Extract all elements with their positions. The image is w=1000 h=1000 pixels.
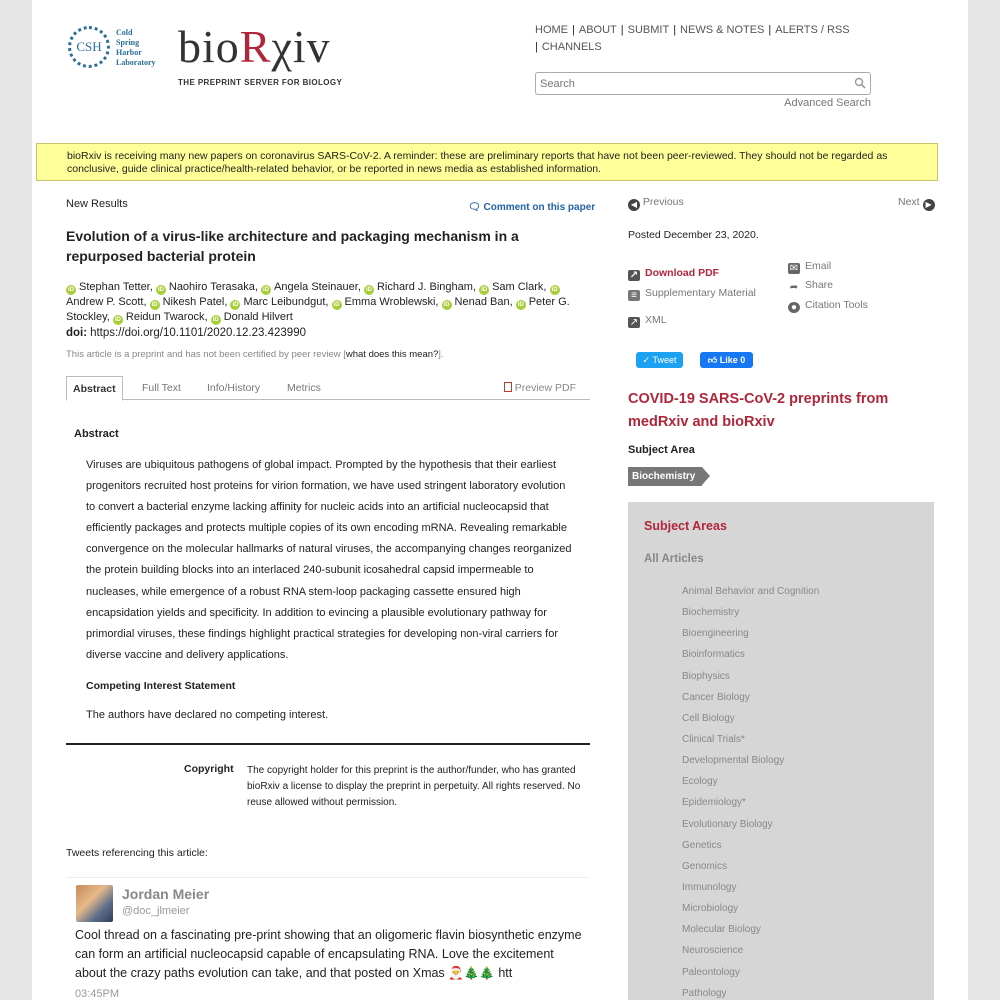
divider [66, 743, 590, 745]
subject-area-item[interactable]: Bioinformatics [682, 649, 745, 661]
orcid-icon[interactable]: iD [365, 287, 372, 293]
author[interactable] [211, 311, 293, 323]
author[interactable] [156, 281, 255, 293]
author-name: Sam Clark [492, 281, 544, 293]
orcid-icon[interactable]: iD [232, 302, 239, 308]
tweet-time[interactable]: 03:45PM [75, 988, 120, 1000]
external-link-icon: ↗ [629, 270, 639, 281]
subject-area-item[interactable]: Cancer Biology [682, 691, 750, 703]
subject-areas-title: Subject Areas [644, 519, 727, 533]
author-list: iD Stephan Tetter, iD Naohiro Terasaka, iD Angela Steinauer, iD Richard J. Bingham, iD Sam Clark, iDAndrew P. Scott, iD Nikesh Patel, iD Marc Leibundgut, iD Emma Wroblewski, iD Nenad Ban, iD Peter G. Stockley, iD Reidun Twarock, iD Donald Hilvert [66, 281, 570, 323]
search-box [535, 72, 871, 95]
subject-area-item[interactable]: Immunology [682, 881, 737, 893]
xml-link[interactable]: ↗ XML [629, 314, 667, 328]
nav-alerts[interactable]: ALERTS / RSS [775, 24, 850, 36]
subject-area-item[interactable]: Neuroscience [682, 945, 744, 957]
author-name: Richard J. Bingham [376, 281, 473, 293]
nav-submit[interactable]: SUBMIT [627, 24, 670, 36]
arrow-right-icon: ▶ [923, 199, 935, 211]
subject-area-item[interactable]: Clinical Trials* [682, 733, 745, 745]
subject-area-item[interactable]: Animal Behavior and Cognition [682, 586, 820, 597]
subject-tag[interactable]: Biochemistry [628, 467, 702, 486]
tab-info-history[interactable]: Info/History [207, 382, 261, 394]
comment-link[interactable]: 🗨︎ Comment on this paper [468, 202, 596, 213]
document-icon: ≡ [628, 290, 640, 301]
nav-news[interactable]: NEWS & NOTES [680, 24, 765, 36]
copyright-label: Copyright [184, 763, 234, 775]
biorxiv-logo[interactable] [178, 22, 358, 92]
tweet-button[interactable]: ✓ Tweet [636, 352, 683, 368]
citation-tools-link[interactable]: ● Citation Tools [788, 299, 868, 313]
subject-area-item[interactable]: Molecular Biology [682, 924, 761, 936]
subject-area-item[interactable]: Evolutionary Biology [682, 818, 773, 830]
share-link[interactable]: ➦ Share [789, 279, 834, 293]
orcid-icon[interactable]: iD [443, 302, 450, 308]
author[interactable] [479, 281, 543, 293]
subject-areas-panel [628, 502, 934, 1000]
all-articles-link[interactable]: All Articles [644, 553, 704, 565]
subject-area-list [682, 585, 819, 1000]
preview-pdf-link[interactable]: Preview PDF [504, 376, 576, 400]
search-icon[interactable] [854, 77, 866, 89]
tweet-text: Cool thread on a fascinating pre-print showing that an oligomeric flavin biosynthetic enzyme can form an artificial nucleocapsid capable of encapsulating RNA. Love the excitement about the crazy paths evolution can take, and that posted on Xmas 🎅🎄🎄 htt [75, 928, 582, 980]
copyright-text: The copyright holder for this preprint is the author/funder, who has granted bioRxiv a license to display the preprint in perpetuity. All rights reserved. No reuse allowed without permission. [247, 765, 581, 808]
tab-metrics[interactable]: Metrics [287, 382, 321, 394]
author[interactable] [66, 281, 150, 293]
orcid-icon[interactable]: iD [263, 287, 270, 293]
globe-icon: ● [788, 302, 800, 313]
email-link[interactable]: ✉ Email [789, 260, 832, 274]
subject-area-item[interactable]: Cell Biology [682, 712, 735, 724]
posted-date: Posted December 23, 2020. [628, 229, 759, 241]
author-name: Donald Hilvert [223, 311, 293, 323]
orcid-icon[interactable]: iD [151, 302, 158, 308]
author[interactable] [150, 296, 225, 308]
subject-area-item[interactable]: Paleontology [682, 966, 740, 978]
next-link[interactable]: Next ▶ [898, 196, 935, 211]
subject-area-item[interactable]: Biophysics [682, 670, 730, 682]
tweet-author-name[interactable]: Jordan Meier [122, 886, 210, 902]
thumbs-up-icon: 👍︎ [707, 355, 718, 365]
csh-seal-icon: CSH [68, 26, 110, 68]
tab-full-text[interactable]: Full Text [142, 382, 181, 394]
external-link-icon: ↗ [629, 317, 639, 328]
top-navigation: HOME | ABOUT | SUBMIT | NEWS & NOTES | ALERTS / RSS | CHANNELS [535, 24, 850, 53]
author[interactable] [230, 296, 325, 308]
abstract-text: Viruses are ubiquitous pathogens of global impact. Prompted by the hypothesis that their earliest progenitors recruited host proteins for virion formation, we have used stringent laboratory evolution to convert a bacterial enzyme lacking affinity for nucleic acids into an artificial nucleocapsid that efficiently packages and protects multiple copies of its own encoding mRNA. Revealing remarkable convergence on the molecular hallmarks of natural viruses, the accompanying changes reorganized the protein building blocks into an interlaced 240-subunit icosahedral capsid impermeable to nucleases, while emergence of a robust RNA stem-loop packaging cassette ensured high encapsidation yields and specificity. In addition to evincing a plausible evolutionary pathway for primordial viruses, these findings highlight practical strategies for developing non-viral carriers for diverse vaccine and delivery applications. [86, 459, 572, 661]
arrow-left-icon: ◀ [628, 199, 640, 211]
article-category: New Results [66, 198, 128, 210]
author[interactable] [113, 311, 205, 323]
avatar[interactable] [76, 885, 113, 922]
download-pdf-link[interactable]: ↗ Download PDF [629, 267, 720, 281]
twitter-bird-icon: ✓ [642, 355, 651, 365]
orcid-icon[interactable]: iD [157, 287, 164, 293]
advanced-search-link[interactable]: Advanced Search [784, 97, 871, 109]
nav-about[interactable]: ABOUT [578, 24, 617, 36]
author-name: Naohiro Terasaka [168, 281, 255, 293]
subject-area-item[interactable]: Biochemistry [682, 607, 740, 619]
logo-tagline: THE PREPRINT SERVER FOR BIOLOGY [178, 78, 343, 87]
author-name: Reidun Twarock [125, 311, 205, 323]
author[interactable] [442, 296, 510, 308]
orcid-icon[interactable]: iD [481, 287, 488, 293]
pdf-icon [504, 382, 512, 392]
subject-area-label: Subject Area [628, 444, 695, 456]
subject-area-item[interactable]: Pathology [682, 987, 727, 999]
author-name: Emma Wroblewski [344, 296, 436, 308]
author-name: Peter G. Stockley [66, 296, 570, 323]
abstract-heading: Abstract [74, 428, 119, 440]
csh-logo[interactable] [68, 24, 160, 70]
comment-icon: 🗨︎ [468, 202, 484, 213]
author[interactable] [364, 281, 473, 293]
article-tabs [66, 376, 590, 400]
preprint-note: This article is a preprint and has not been certified by peer review [what does this mean?]. [66, 349, 444, 360]
tweet-author-handle[interactable]: @doc_jlmeier [122, 905, 190, 917]
subject-area-item[interactable]: Bioengineering [682, 628, 749, 640]
orcid-icon[interactable]: iD [68, 287, 74, 293]
orcid-icon[interactable]: iD [551, 287, 558, 293]
author[interactable] [261, 281, 358, 293]
nav-home[interactable]: HOME [535, 24, 568, 36]
author-name: Nenad Ban [454, 296, 510, 308]
subject-area-item[interactable]: Ecology [682, 776, 718, 788]
competing-interest-heading: Competing Interest Statement [86, 680, 236, 692]
author-name: Andrew P. Scott [66, 296, 144, 308]
orcid-icon[interactable]: iD [517, 302, 524, 308]
what-does-this-mean-link[interactable]: what does this mean? [345, 349, 439, 360]
covid-preprints-link[interactable]: COVID-19 SARS-CoV-2 preprints from medRxiv and bioRxiv [628, 391, 889, 430]
covid-notice-banner: bioRxiv is receiving many new papers on coronavirus SARS-CoV-2. A reminder: these are preliminary reports that have not been peer-reviewed. They should not be regarded as conclusive, guide clinical practice/health-related behavior, or be reported in news media as established information. [36, 143, 938, 181]
subject-area-item[interactable]: Genomics [682, 860, 728, 872]
orcid-icon[interactable]: iD [212, 317, 219, 323]
subject-area-item[interactable]: Developmental Biology [682, 755, 785, 767]
author-name: Nikesh Patel [162, 296, 225, 308]
tweets-heading: Tweets referencing this article: [66, 847, 208, 859]
orcid-icon[interactable]: iD [114, 317, 121, 323]
doi: doi: https://doi.org/10.1101/2020.12.23.423990 [66, 327, 306, 339]
article-title: Evolution of a virus-like architecture and packaging mechanism in a repurposed bacterial protein [66, 228, 519, 264]
author-name: Marc Leibundgut [243, 296, 326, 308]
doi-link[interactable]: https://doi.org/10.1101/2020.12.23.423990 [90, 327, 306, 339]
author[interactable] [332, 296, 436, 308]
facebook-like-button[interactable]: 👍︎ Like 0 [700, 352, 753, 368]
subject-area-item[interactable]: Genetics [682, 839, 722, 851]
previous-link[interactable]: ◀ Previous [628, 196, 684, 211]
competing-interest-text: The authors have declared no competing interest. [86, 709, 329, 721]
author-name: Angela Steinauer [274, 281, 358, 293]
share-icon: ➦ [789, 282, 799, 293]
page [32, 0, 968, 1000]
search-input[interactable] [540, 73, 840, 94]
subject-area-item[interactable]: Microbiology [682, 903, 739, 915]
author-name: Stephan Tetter [79, 281, 150, 293]
logo-wordmark: bioRχiv [178, 21, 331, 72]
nav-channels[interactable]: CHANNELS [541, 41, 602, 53]
orcid-icon[interactable]: iD [333, 302, 340, 308]
csh-name: Cold Spring Harbor Laboratory [116, 28, 156, 67]
envelope-icon: ✉ [789, 263, 799, 274]
divider [66, 877, 590, 878]
tab-abstract[interactable]: Abstract [66, 376, 123, 401]
subject-area-item[interactable]: Epidemiology* [682, 797, 746, 809]
supplementary-material-link[interactable]: ≡ Supplementary Material [628, 287, 756, 301]
